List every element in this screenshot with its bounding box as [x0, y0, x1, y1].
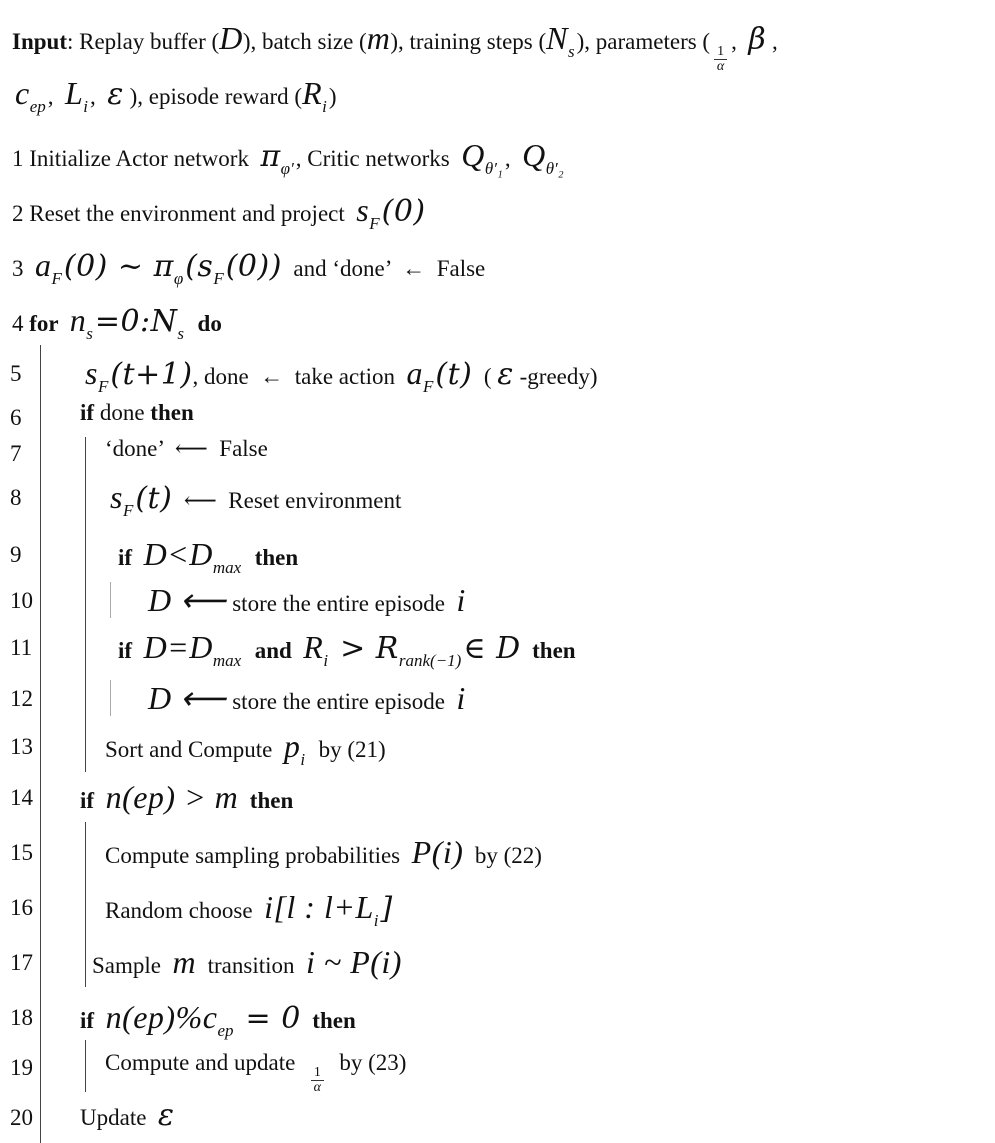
text: , done ← take action — [192, 364, 407, 389]
if-done-block-rule — [85, 437, 86, 772]
line-number: 10 — [10, 588, 33, 613]
algorithm-line — [12, 302, 222, 343]
if-dmax-and-block-rule — [110, 680, 111, 716]
math-expression: D=D — [143, 629, 213, 665]
math-expression: m — [366, 20, 391, 56]
math-expression: β — [748, 22, 767, 57]
line-number: 8 — [10, 485, 22, 510]
math-subscript: i — [322, 97, 327, 116]
text: store the entire episode — [226, 689, 457, 714]
math-expression: ε — [157, 1098, 175, 1133]
math-subscript: F — [97, 377, 109, 396]
line-number: 15 — [10, 840, 33, 865]
text: , — [90, 84, 108, 109]
text: Random choose — [105, 898, 265, 923]
math-subscript: max — [212, 651, 242, 670]
math-expression: L — [65, 75, 84, 111]
algorithm-line — [105, 437, 268, 460]
text: store the entire episode — [226, 591, 457, 616]
math-expression: π — [260, 139, 281, 174]
math-expression: (0)) — [225, 249, 282, 284]
text: Sample — [92, 953, 173, 978]
math-subscript: i — [323, 651, 329, 670]
math-expression: = 0 — [235, 1001, 301, 1036]
math-subscript: F — [51, 269, 62, 288]
keyword: then — [243, 545, 299, 570]
math-expression: D ⟵ — [148, 582, 227, 618]
math-expression: ∈ D — [463, 631, 521, 666]
algorithm-line — [85, 355, 598, 396]
math-expression: p — [283, 728, 301, 764]
fraction — [714, 45, 727, 74]
text: , — [731, 29, 749, 54]
text: Sort and Compute — [105, 737, 284, 762]
math-expression: D ⟵ — [148, 680, 227, 716]
math-expression: ] — [380, 891, 393, 926]
numerator: 1 — [714, 45, 727, 60]
text: and ‘done’ ← False — [281, 256, 486, 281]
algorithm-line — [12, 137, 566, 178]
line-number: 12 — [10, 686, 33, 711]
math-subscript: i — [300, 750, 306, 769]
keyword: Input — [12, 29, 67, 54]
math-subscript: F — [423, 377, 434, 396]
text: : Replay buffer ( — [66, 29, 220, 54]
math-expression: n(ep) > m — [105, 779, 239, 815]
algorithm-line — [12, 247, 486, 288]
line-number: 11 — [10, 635, 33, 660]
keyword: do — [186, 311, 222, 336]
math-subscript: i — [83, 97, 89, 116]
keyword: if — [80, 788, 106, 813]
keyword: then — [150, 400, 194, 425]
denominator: α — [716, 59, 725, 74]
text: ), training steps ( — [390, 29, 547, 54]
math-expression: (0) — [381, 194, 426, 229]
line-number: 9 — [10, 542, 22, 567]
text: 2 Reset the environment and project — [12, 201, 357, 226]
math-expression: N — [546, 20, 569, 56]
keyword: and — [243, 638, 304, 663]
algorithm-line — [92, 946, 402, 978]
math-expression: (t+1) — [110, 357, 193, 392]
text: , — [504, 146, 523, 171]
text: done — [99, 400, 151, 425]
line-number: 7 — [10, 441, 22, 466]
if-dmax-block-rule — [110, 582, 111, 618]
line-number: 17 — [10, 950, 33, 975]
text: ⟵ Reset environment — [172, 488, 402, 513]
text: 3 — [12, 256, 35, 281]
math-expression: ε — [107, 77, 124, 112]
text: ), parameters ( — [576, 29, 711, 54]
outer-block-rule — [40, 345, 41, 1143]
math-expression: =0:N — [94, 304, 178, 339]
text: by (23) — [327, 1050, 407, 1075]
math-expression: R — [302, 75, 323, 111]
numerator: 1 — [311, 1066, 324, 1081]
math-expression: D — [219, 20, 243, 56]
text: , — [766, 29, 778, 54]
math-expression: (s — [185, 249, 214, 284]
keyword: if — [118, 638, 144, 663]
text: , Critic networks — [295, 146, 462, 171]
fraction — [311, 1066, 324, 1095]
math-subscript: rank(−1) — [398, 651, 462, 670]
text: Compute sampling probabilities — [105, 843, 412, 868]
math-expression: Q — [461, 137, 485, 173]
math-expression: a — [35, 247, 52, 283]
math-expression: D<D — [143, 536, 213, 572]
math-subscript: φ — [173, 269, 184, 288]
algorithm-line — [80, 401, 194, 424]
algorithm-line — [105, 836, 542, 868]
math-expression: a — [406, 355, 423, 391]
keyword: then — [300, 1008, 356, 1033]
algorithm-line — [148, 584, 466, 616]
denominator: α — [313, 1080, 322, 1095]
algorithm-line — [118, 536, 299, 577]
text: Update — [80, 1105, 158, 1130]
math-expression: P(i) — [411, 834, 464, 870]
math-expression: (t) — [435, 357, 473, 392]
math-expression: (t) — [135, 481, 173, 516]
algorithm-line — [105, 1050, 407, 1095]
text: ( — [472, 364, 498, 389]
if-nep-block-rule — [85, 822, 86, 987]
math-expression: n(ep)%c — [105, 999, 218, 1035]
math-expression: i — [456, 582, 466, 618]
algorithm-line — [105, 889, 393, 930]
math-expression: i ~ P(i) — [306, 944, 402, 980]
keyword: if — [80, 1008, 106, 1033]
math-subscript: max — [212, 558, 242, 577]
math-subscript: s — [568, 42, 575, 61]
math-expression: m — [172, 944, 197, 980]
math-expression: i — [456, 680, 466, 716]
math-expression: s — [356, 192, 370, 228]
text: by (22) — [463, 843, 542, 868]
math-expression: c — [15, 75, 30, 111]
math-expression: n — [69, 302, 87, 338]
math-subscript: F — [122, 501, 134, 520]
math-subscript: F — [369, 214, 380, 233]
text: ‘done’ ⟵ False — [105, 436, 268, 461]
algorithm-line — [12, 20, 778, 74]
keyword: then — [520, 638, 576, 663]
line-number: 19 — [10, 1055, 33, 1080]
text: 1 Initialize Actor network — [12, 146, 261, 171]
math-subscript: F — [213, 269, 224, 288]
text: transition — [196, 953, 306, 978]
text: , — [47, 84, 65, 109]
algorithm-line — [80, 781, 293, 813]
text: ) — [328, 84, 337, 109]
math-subscript: ep — [29, 97, 46, 116]
math-subscript: ep — [217, 1021, 234, 1040]
algorithm-line — [12, 192, 426, 233]
line-number: 14 — [10, 785, 33, 810]
algorithm-line — [110, 479, 402, 520]
algorithm-line — [148, 682, 466, 714]
algorithm-line — [80, 1098, 175, 1133]
line-number: 18 — [10, 1005, 33, 1030]
keyword: if — [80, 400, 100, 425]
math-subscript: φ′ — [280, 159, 294, 178]
math-expression: s — [110, 479, 123, 515]
keyword: if — [118, 545, 144, 570]
math-expression: s — [85, 355, 98, 391]
line-number: 5 — [10, 361, 22, 386]
math-subscript: θ′₂ — [545, 159, 564, 178]
line-number: 13 — [10, 734, 33, 759]
math-expression: > R — [330, 631, 399, 666]
keyword: then — [238, 788, 294, 813]
math-expression: Q — [522, 137, 546, 173]
algorithm-line — [105, 728, 386, 769]
text: ), episode reward ( — [123, 84, 303, 109]
math-subscript: i — [373, 911, 379, 930]
text: -greedy) — [513, 364, 598, 389]
if-cep-block-rule — [85, 1040, 86, 1092]
line-number: 6 — [10, 405, 22, 430]
math-expression: (0) ~ π — [63, 249, 174, 284]
algorithm-line — [118, 629, 576, 670]
algorithm-line — [80, 999, 356, 1040]
text: Compute and update — [105, 1050, 307, 1075]
line-number: 20 — [10, 1105, 33, 1130]
algorithm-line — [15, 75, 337, 116]
math-expression: ε — [497, 357, 514, 392]
math-expression: R — [303, 629, 324, 665]
text: 4 — [12, 311, 30, 336]
math-subscript: s — [177, 324, 185, 343]
math-subscript: θ′₁ — [484, 159, 503, 178]
math-subscript: s — [86, 324, 93, 343]
keyword: for — [29, 311, 70, 336]
text: ), batch size ( — [242, 29, 367, 54]
text: by (21) — [307, 737, 386, 762]
line-number: 16 — [10, 895, 33, 920]
math-expression: i[l : l+L — [264, 889, 374, 925]
